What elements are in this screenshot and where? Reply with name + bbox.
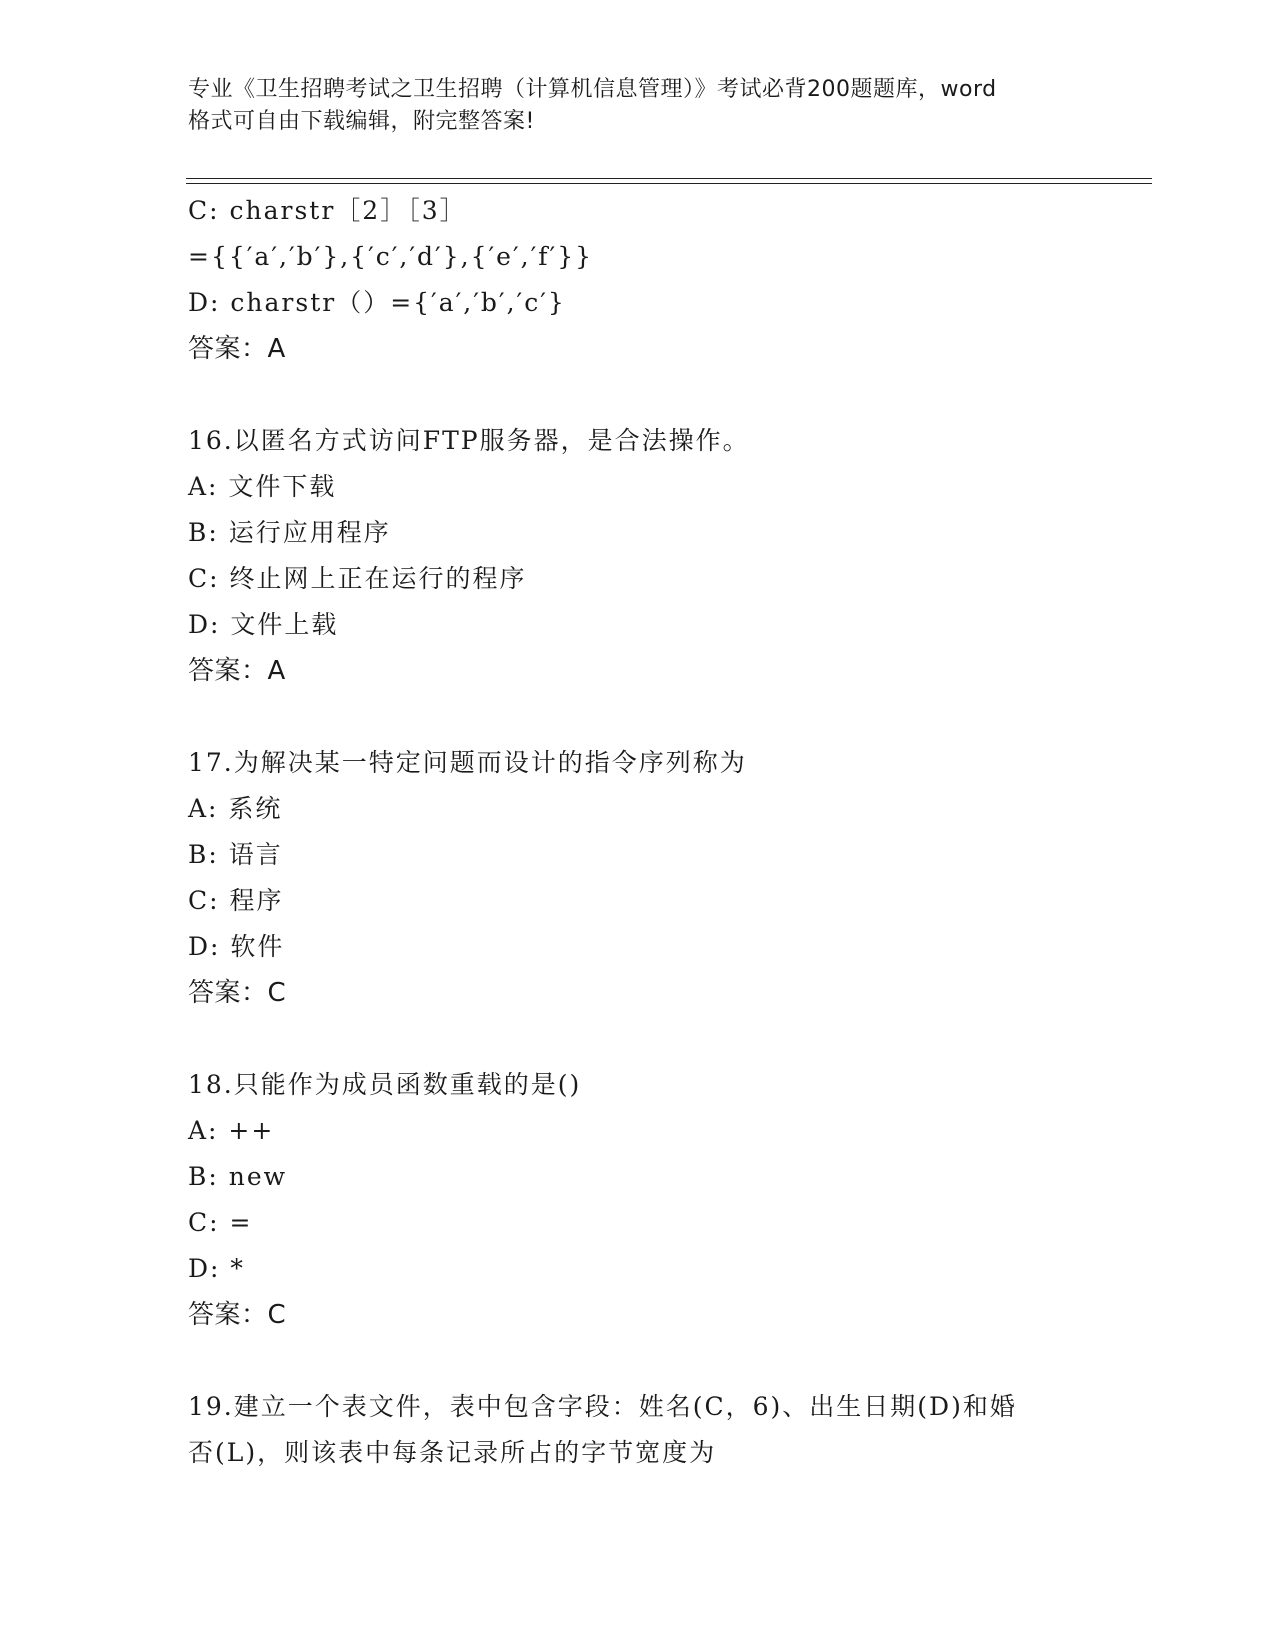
answer: 答案：A [188, 334, 286, 364]
question-18 [188, 1062, 1088, 1338]
option-b: B: 语言 [188, 840, 283, 869]
document-body [188, 188, 1088, 1476]
answer: 答案：A [188, 656, 286, 686]
question-16 [188, 418, 1088, 694]
question-15-continued [188, 188, 1088, 372]
header-line-2: 格式可自由下载编辑，附完整答案! [188, 109, 535, 134]
option-a: A: 系统 [188, 794, 283, 823]
answer: 答案：C [188, 1300, 287, 1330]
question-title-line-2: 否(L)，则该表中每条记录所占的字节宽度为 [188, 1438, 717, 1467]
option-b: B: 运行应用程序 [188, 518, 391, 547]
header-line-1: 专业《卫生招聘考试之卫生招聘（计算机信息管理）》考试必背200题题库，word [188, 77, 997, 102]
option-c: C: 程序 [188, 886, 284, 915]
option-d: D: charstr（）={′a′,′b′,′c′} [188, 288, 566, 317]
question-title: 17.为解决某一特定问题而设计的指令序列称为 [188, 748, 747, 777]
option-a: A: 文件下载 [188, 472, 337, 501]
document-header [188, 74, 1088, 138]
option-c: C: 终止网上正在运行的程序 [188, 564, 527, 593]
option-d: D: * [188, 1254, 245, 1283]
question-title-line-1: 19.建立一个表文件，表中包含字段：姓名(C，6)、出生日期(D)和婚 [188, 1392, 1017, 1421]
option-c: C: charstr［2］［3］ [188, 196, 467, 225]
option-d: D: 软件 [188, 932, 285, 961]
header-rule-bottom [186, 183, 1152, 184]
question-title: 16.以匿名方式访问FTP服务器，是合法操作。 [188, 426, 750, 455]
header-rule-top [186, 178, 1152, 179]
question-17 [188, 740, 1088, 1016]
option-c: C: = [188, 1208, 253, 1237]
option-b: B: new [188, 1162, 288, 1191]
answer: 答案：C [188, 978, 287, 1008]
question-title: 18.只能作为成员函数重载的是() [188, 1070, 582, 1099]
option-a: A: ++ [188, 1116, 275, 1145]
option-c-continued: ={{′a′,′b′},{′c′,′d′},{′e′,′f′}} [188, 242, 594, 271]
question-19 [188, 1384, 1088, 1476]
option-d: D: 文件上载 [188, 610, 339, 639]
